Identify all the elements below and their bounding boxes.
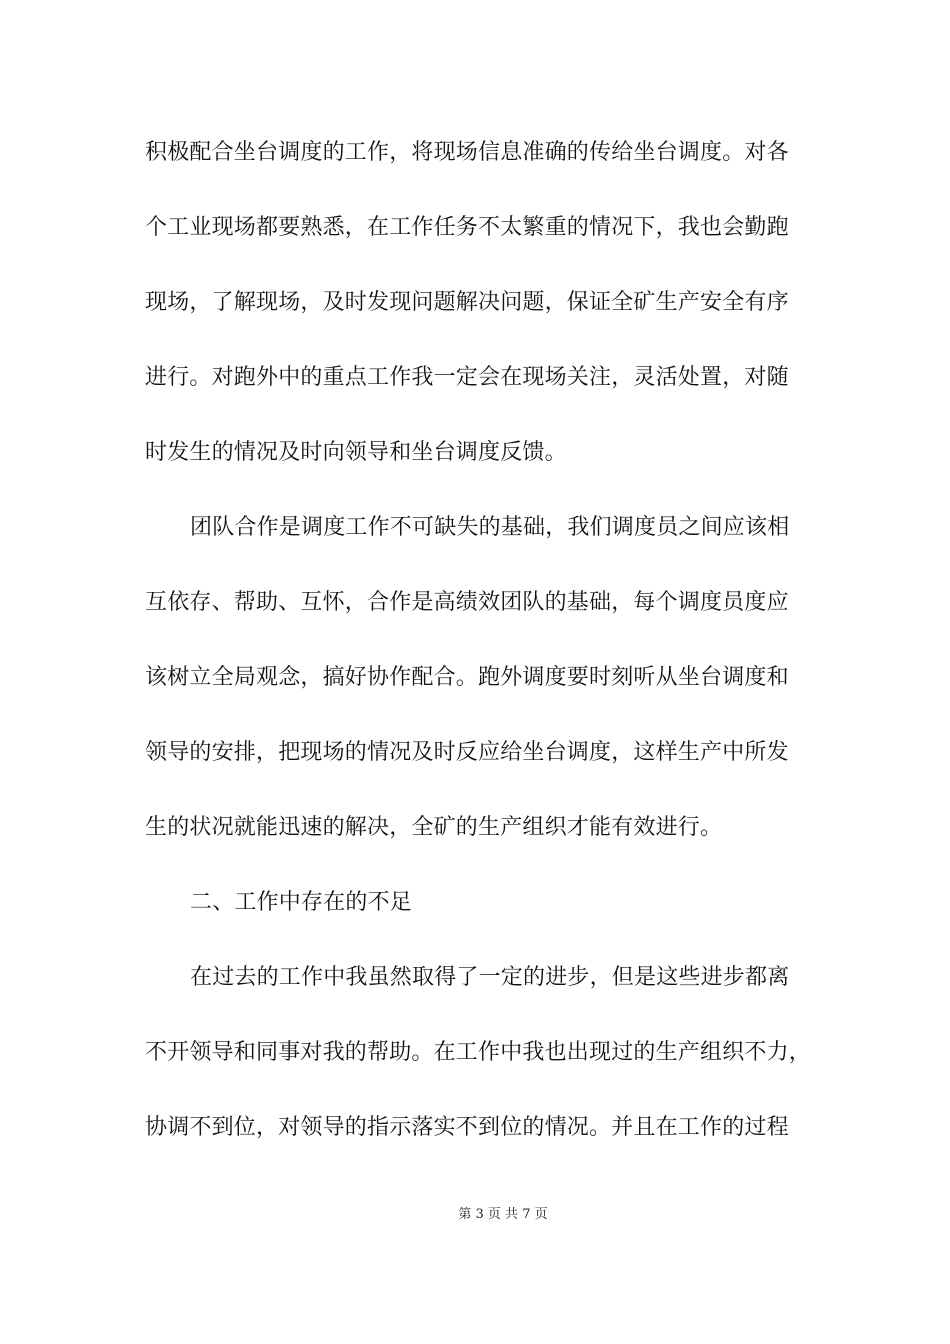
text-line: 该树立全局观念，搞好协作配合。跑外调度要时刻听从坐台调度和 xyxy=(145,665,789,690)
text-line: 个工业现场都要熟悉，在工作任务不太繁重的情况下，我也会勤跑 xyxy=(145,215,789,240)
text-line: 互依存、帮助、互怀，合作是高绩效团队的基础，每个调度员度应 xyxy=(145,590,789,615)
text-line: 生的状况就能迅速的解决，全矿的生产组织才能有效进行。 xyxy=(145,815,723,840)
section-heading: 二、工作中存在的不足 xyxy=(190,890,413,915)
page-number-footer: 第 3 页 共 7 页 xyxy=(458,1207,548,1222)
text-line: 领导的安排，把现场的情况及时反应给坐台调度，这样生产中所发 xyxy=(145,740,789,765)
text-line: 协调不到位，对领导的指示落实不到位的情况。并且在工作的过程 xyxy=(145,1115,789,1140)
text-line: 不开领导和同事对我的帮助。在工作中我也出现过的生产组织不力， xyxy=(145,1040,812,1065)
page-body xyxy=(145,132,825,1182)
text-line: 进行。对跑外中的重点工作我一定会在现场关注，灵活处置，对随 xyxy=(145,365,789,390)
text-line: 时发生的情况及时向领导和坐台调度反馈。 xyxy=(145,440,567,465)
text-line: 积极配合坐台调度的工作，将现场信息准确的传给坐台调度。对各 xyxy=(145,140,789,165)
text-line: 在过去的工作中我虽然取得了一定的进步，但是这些进步都离 xyxy=(190,965,790,990)
text-line: 团队合作是调度工作不可缺失的基础，我们调度员之间应该相 xyxy=(190,515,790,540)
text-line: 现场，了解现场，及时发现问题解决问题，保证全矿生产安全有序 xyxy=(145,290,789,315)
